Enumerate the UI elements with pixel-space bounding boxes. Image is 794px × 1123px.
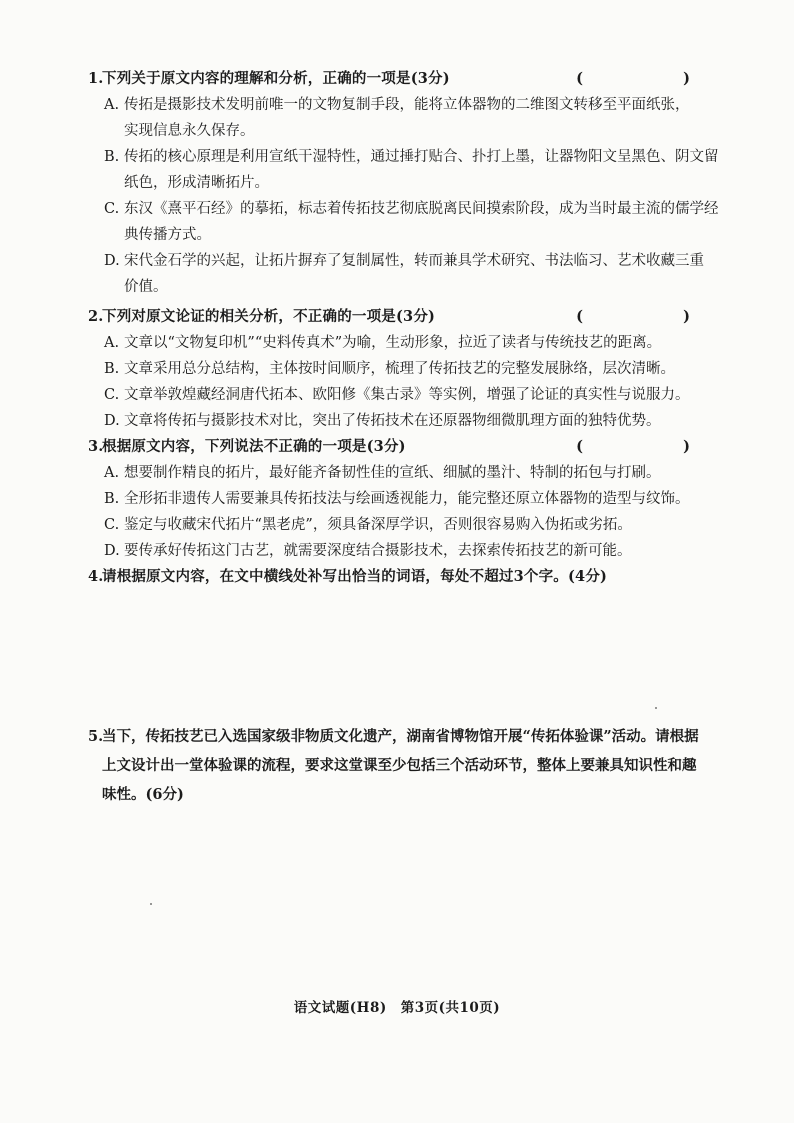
- scan-speck: [150, 903, 152, 905]
- option-text: 鉴定与收藏宋代拓片“黑老虎”，须具备深厚学识，否则很容易购入伪拓或劣拓。: [124, 517, 632, 533]
- option-b: [88, 144, 724, 196]
- question-number: 5.: [88, 728, 104, 745]
- option-text-continued: 典传播方式。: [124, 227, 211, 243]
- option-text-continued: 价值。: [124, 279, 168, 295]
- question-number: 1.: [88, 70, 104, 87]
- question-number: 3.: [88, 438, 104, 455]
- option-label: B.: [104, 491, 120, 507]
- question-text: 根据原文内容，下列说法不正确的一项是(3分): [102, 438, 406, 455]
- option-c: [88, 512, 724, 538]
- option-label: C.: [104, 517, 120, 533]
- question-5-stem: [88, 722, 724, 809]
- option-text: 文章采用总分总结构，主体按时间顺序，梳理了传拓技艺的完整发展脉络，层次清晰。: [124, 361, 675, 377]
- option-label: B.: [104, 361, 120, 377]
- option-label: C.: [104, 201, 120, 217]
- answer-space-q5[interactable]: [88, 810, 724, 980]
- option-a: [88, 92, 724, 144]
- option-c: [88, 382, 724, 408]
- option-text: 文章以“文物复印机”“史料传真术”为喻，生动形象，拉近了读者与传统技艺的距离。: [124, 335, 662, 351]
- question-3-stem: [88, 434, 724, 460]
- option-d: [88, 408, 724, 434]
- option-text: 东汉《熹平石经》的摹拓，标志着传拓技艺彻底脱离民间摸索阶段，成为当时最主流的儒学经: [124, 201, 719, 217]
- scan-speck: [655, 707, 657, 709]
- option-label: D.: [104, 253, 120, 269]
- option-label: D.: [104, 543, 120, 559]
- option-label: D.: [104, 413, 120, 429]
- option-label: A.: [104, 97, 120, 113]
- option-text: 宋代金石学的兴起，让拓片摒弃了复制属性，转而兼具学术研究、书法临习、艺术收藏三重: [124, 253, 704, 269]
- option-c: [88, 196, 724, 248]
- answer-bracket: ( ): [576, 308, 720, 325]
- answer-bracket: ( ): [576, 70, 720, 87]
- question-text-continued: 上文设计出一堂体验课的流程，要求这堂课至少包括三个活动环节，整体上要兼具知识性和趣: [102, 757, 697, 774]
- option-text: 想要制作精良的拓片，最好能齐备韧性佳的宣纸、细腻的墨汁、特制的拓包与打刷。: [124, 465, 661, 481]
- question-text: 下列关于原文内容的理解和分析，正确的一项是(3分): [102, 70, 450, 87]
- option-b: [88, 486, 724, 512]
- option-text: 文章将传拓与摄影技术对比，突出了传拓技术在还原器物细微肌理方面的独特优势。: [124, 413, 661, 429]
- question-text: 当下，传拓技艺已入选国家级非物质文化遗产，湖南省博物馆开展“传拓体验课”活动。请根据: [102, 728, 699, 745]
- option-text: 传拓的核心原理是利用宣纸干湿特性，通过捶打贴合、扑打上墨，让器物阳文呈黑色、阴文留: [124, 149, 719, 165]
- question-5: [88, 722, 724, 809]
- option-text-continued: 实现信息永久保存。: [124, 123, 255, 139]
- question-4-stem: [88, 564, 724, 590]
- question-1: [88, 66, 724, 300]
- answer-bracket: ( ): [576, 438, 720, 455]
- option-b: [88, 356, 724, 382]
- option-text: 文章举敦煌藏经洞唐代拓本、欧阳修《集古录》等实例，增强了论证的真实性与说服力。: [124, 387, 690, 403]
- question-text-continued: 味性。(6分): [102, 786, 184, 803]
- question-2-stem: [88, 304, 724, 330]
- question-2: [88, 304, 724, 434]
- option-text: 传拓是摄影技术发明前唯一的文物复制手段，能将立体器物的二维图文转移至平面纸张，: [124, 97, 690, 113]
- question-text: 请根据原文内容，在文中横线处补写出恰当的词语，每处不超过3个字。(4分): [102, 568, 608, 585]
- question-3: [88, 434, 724, 564]
- question-1-stem: [88, 66, 724, 92]
- question-number: 2.: [88, 308, 104, 325]
- question-4: [88, 564, 724, 590]
- option-text: 全形拓非遗传人需要兼具传拓技法与绘画透视能力，能完整还原立体器物的造型与纹饰。: [124, 491, 690, 507]
- option-label: B.: [104, 149, 120, 165]
- page-footer: 语文试题(H8) 第3页(共10页): [293, 1000, 501, 1016]
- question-text: 下列对原文论证的相关分析，不正确的一项是(3分): [102, 308, 436, 325]
- option-label: C.: [104, 387, 120, 403]
- option-label: A.: [104, 465, 120, 481]
- option-text: 要传承好传拓这门古艺，就需要深度结合摄影技术，去探索传拓技艺的新可能。: [124, 543, 632, 559]
- option-d: [88, 248, 724, 300]
- question-number: 4.: [88, 568, 104, 585]
- option-label: A.: [104, 335, 120, 351]
- answer-space-q4[interactable]: [88, 596, 724, 716]
- option-text-continued: 纸色，形成清晰拓片。: [124, 175, 269, 191]
- option-a: [88, 460, 724, 486]
- option-a: [88, 330, 724, 356]
- option-d: [88, 538, 724, 564]
